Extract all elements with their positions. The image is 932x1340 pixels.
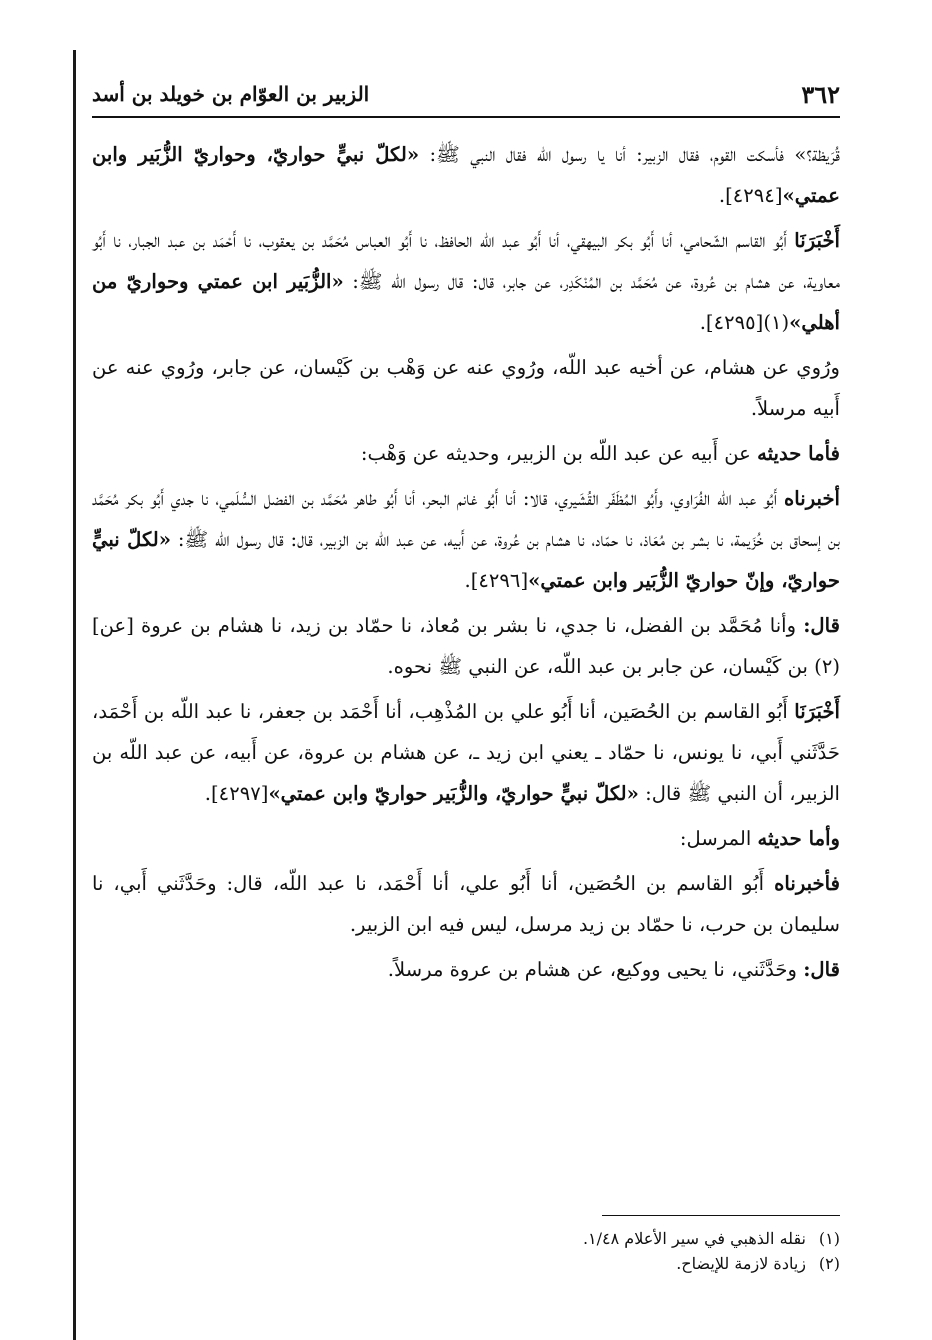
page-number: ٣٦٢ [801, 80, 840, 109]
bold-text: «لكلّ نبيٍّ حواريّ، وإنّ حواريّ الزُّبَير وابن عمتي» [92, 528, 840, 592]
bold-text: أَخْبَرَنَا [794, 229, 840, 252]
page-header [92, 80, 840, 110]
text-segment: وحَدَّثَني، نا يحيى ووكيع، عن هشام بن عروة مرسلاً. [387, 958, 804, 981]
header-rule [92, 116, 840, 118]
footnote [92, 1226, 840, 1251]
footnote-text: نقله الذهبي في سير الأعلام ١/٤٨. [582, 1229, 806, 1248]
bold-text: أخبرناه [784, 487, 840, 510]
bold-text: «الزُّبَير ابن عمتي وحواريّ من أهلي» [92, 270, 840, 334]
footnote-rule [602, 1215, 840, 1216]
paragraph [92, 134, 840, 216]
bold-text: وأما حديثه [757, 827, 840, 850]
footnote-text: زيادة لازمة للإيضاح. [676, 1254, 806, 1273]
text-segment: وأنا مُحَمَّد بن الفضل، نا جدي، نا بشر بن مُعاذ، نا حمّاد بن زيد، نا هشام بن عروة [عن](٢) بن كَيْسان، عن جابر بن عبد اللّه، عن النبي ﷺ نحوه. [92, 614, 840, 678]
text-segment: [٤٢٩٧]. [204, 782, 269, 805]
text-segment: أَبُو القاسم بن الحُصَين، أنا أَبُو علي بن المُذْهِب، أنا أَحْمَد بن جعفر، نا عبد اللّه بن أَحْمَد، حَدَّثَني أَبي، نا يونس، نا حمّاد ـ يعني ابن زيد ـ، عن هشام بن عروة، عن أَبيه، عن عبد اللّه بن الزبير، أن النبي ﷺ قال: [92, 700, 840, 805]
text-segment: المرسل: [679, 827, 758, 850]
paragraph [92, 478, 840, 601]
running-title: الزبير بن العوّام بن خويلد بن أسد [92, 82, 370, 106]
text-segment: أَبُو القاسم الشّحامي، أنا أَبُو بكر البيهقي، أنا أَبُو عبد اللّه الحافظ، نا أَبُو العباس مُحَمَّد بن يعقوب، نا أَحْمَد بن عبد الجبار، نا أَبُو معاوية، عن هشام بن عُروة، عن مُحَمَّد بن المُنْكَدِر، عن جابر، قال: قال رسول الله ﷺ: [92, 229, 840, 293]
main-text [92, 134, 840, 994]
text-segment: (١)[٤٢٩٥]. [699, 311, 790, 334]
text-segment: [٤٢٩٦]. [464, 569, 529, 592]
paragraph [92, 691, 840, 814]
paragraph [92, 818, 840, 859]
bold-text: فأما حديثه [757, 442, 840, 465]
paragraph [92, 949, 840, 990]
text-segment: قُرَيظة؟» فأسكت القوم، فقال الزبير: أنا يا رسول الله فقال النبي ﷺ: [419, 143, 840, 166]
bold-text: قال: [803, 958, 840, 981]
footnote [92, 1251, 840, 1276]
bold-text: قال: [803, 614, 840, 637]
footnote-number: (١) [818, 1229, 840, 1248]
text-segment: عن أَبيه عن عبد اللّه بن الزبير، وحديثه عن وَهْب: [360, 442, 758, 465]
paragraph [92, 220, 840, 343]
bold-text: أَخْبَرَنَا [794, 700, 840, 723]
paragraph [92, 605, 840, 687]
text-segment: ورُوي عن هشام، عن أخيه عبد اللّه، ورُوي عنه عن وَهْب بن كَيْسان، عن جابر، ورُوي عنه عن أَبيه مرسلاً. [92, 356, 840, 420]
text-segment: أَبُو القاسم بن الحُصَين، أنا أَبُو علي، أنا أَحْمَد، نا عبد اللّه، قال: وحَدَّثَني أَبي، نا سليمان بن حرب، نا حمّاد بن زيد مرسل، ليس فيه ابن الزبير. [92, 872, 840, 936]
bold-text: «لكلّ نبيٍّ حواريّ، والزُّبَير حواريّ وابن عمتي» [268, 782, 639, 805]
text-segment: أَبُو عبد اللّه الفُرَاوي، وأَبُو المُظَفّر القُشَيري، قالا: أنا أَبُو غانم البحر، أنا أَبُو طاهر مُحَمَّد بن الفضل السُّلَمي، نا جدي أَبُو بكر مُحَمَّد بن إسحاق بن خُزَيمة، نا بشر بن مُعَاذ، نا حمّاد، نا هشام بن عُروة، عن أَبيه، عن عبد اللّه بن الزبير، قال: قال رسول الله ﷺ: [92, 487, 840, 551]
footnote-number: (٢) [818, 1254, 840, 1273]
binding-line [73, 50, 76, 1340]
paragraph [92, 433, 840, 474]
paragraph [92, 347, 840, 429]
footnotes [92, 1226, 840, 1276]
text-segment: [٤٢٩٤]. [718, 184, 783, 207]
bold-text: «لكلّ نبيٍّ حواريّ، وحواريّ الزُّبَير وابن عمتي» [92, 143, 840, 207]
bold-text: فأخبرناه [774, 872, 840, 895]
paragraph [92, 863, 840, 945]
